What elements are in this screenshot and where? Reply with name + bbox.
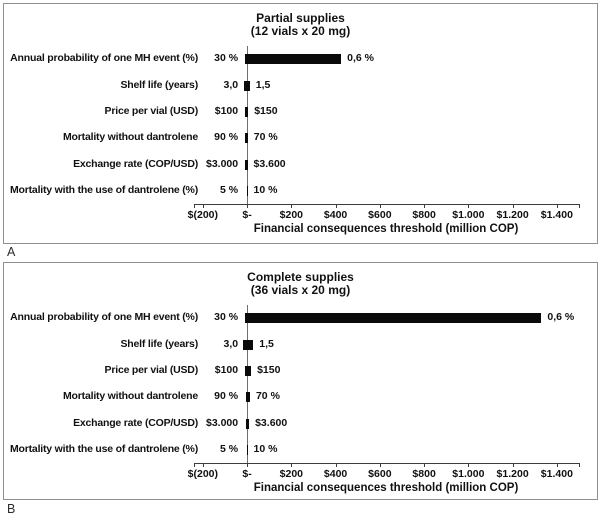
category-label: Price per vial (USD) — [104, 105, 198, 117]
panel-a-partial-supplies — [3, 3, 598, 244]
tornado-bar — [244, 81, 250, 91]
x-axis-tick-label: $400 — [323, 468, 348, 481]
x-axis-tick-label: $600 — [368, 209, 392, 222]
x-axis-tick-label: $1.000 — [452, 468, 485, 481]
bar-high-value-label: 1,5 — [259, 337, 274, 350]
bar-high-value-label: $3.600 — [253, 157, 286, 170]
panel-a-subtitle: (12 vials x 20 mg) — [250, 24, 351, 38]
tornado-bar — [245, 54, 341, 64]
x-axis-tick — [380, 463, 381, 467]
x-axis-tick-label: $- — [242, 209, 252, 222]
x-axis-tick-label: $200 — [279, 209, 304, 222]
bar-low-value-label: 5 % — [220, 184, 239, 197]
panel-letter-b: B — [7, 502, 16, 516]
bar-high-value-label: 0,6 % — [547, 311, 575, 324]
x-axis-line — [194, 463, 579, 464]
panel-b-complete-supplies — [3, 262, 598, 500]
bar-high-value-label: $3.600 — [255, 416, 288, 429]
tornado-bar — [247, 186, 248, 196]
bar-high-value-label: 10 % — [253, 443, 278, 456]
panel-letter-a: A — [7, 245, 16, 259]
bar-low-value-label: $3.000 — [205, 416, 239, 429]
x-axis-tick — [513, 204, 514, 208]
x-axis-tick — [380, 204, 381, 208]
bar-low-value-label: $3.000 — [205, 157, 239, 170]
x-axis-tick — [203, 204, 204, 208]
x-axis-endcap-tick — [579, 204, 580, 208]
bar-high-value-label: 1,5 — [255, 78, 271, 91]
bar-high-value-label: $150 — [257, 364, 281, 376]
panel-b-title: Complete supplies — [247, 270, 354, 284]
x-axis-tick-label: $(200) — [187, 468, 219, 481]
category-label: Annual probability of one MH event (%) — [10, 311, 198, 324]
bar-low-value-label: 90 % — [214, 390, 239, 403]
panel-b-subtitle: (36 vials x 20 mg) — [250, 283, 351, 297]
panel-a-chart — [4, 4, 597, 243]
category-axis-line — [247, 305, 248, 463]
panel-b-chart — [4, 263, 597, 499]
x-axis-tick — [468, 204, 469, 208]
tornado-bar — [246, 392, 250, 402]
tornado-bar — [247, 445, 248, 455]
bar-low-value-label: 90 % — [214, 131, 239, 144]
x-axis-tick — [247, 204, 248, 208]
x-axis-line — [194, 204, 579, 205]
category-label: Mortality with the use of dantrolene (%) — [9, 184, 198, 197]
x-axis-endcap-tick — [194, 463, 195, 467]
bar-high-value-label: 0,6 % — [347, 52, 374, 65]
x-axis-tick — [247, 463, 248, 467]
x-axis-tick — [424, 463, 425, 467]
bar-high-value-label: 70 % — [255, 390, 280, 403]
x-axis-tick-label: $600 — [368, 468, 392, 481]
bar-high-value-label: 70 % — [253, 131, 278, 144]
tornado-bar — [245, 107, 248, 117]
category-label: Shelf life (years) — [120, 337, 198, 350]
category-label: Price per vial (USD) — [104, 364, 198, 376]
tornado-bar — [245, 133, 247, 143]
bar-low-value-label: 30 % — [214, 311, 239, 324]
category-label: Shelf life (years) — [120, 78, 198, 91]
x-axis-endcap-tick — [194, 204, 195, 208]
category-axis-line — [247, 46, 248, 204]
x-axis-tick — [513, 463, 514, 467]
category-label: Mortality without dantrolene — [63, 131, 198, 144]
x-axis-tick — [336, 204, 337, 208]
tornado-bar — [243, 340, 253, 350]
bar-high-value-label: $150 — [254, 105, 278, 117]
tornado-bar — [245, 366, 251, 376]
panel-b-x-axis-title: Financial consequences threshold (million COP) — [253, 482, 519, 494]
x-axis-tick-label: $200 — [279, 468, 304, 481]
x-axis-tick-label: $1.200 — [496, 468, 529, 481]
x-axis-tick — [557, 463, 558, 467]
bar-low-value-label: 5 % — [220, 443, 239, 456]
tornado-bar — [245, 160, 247, 170]
category-label: Mortality with the use of dantrolene (%) — [9, 443, 198, 456]
category-label: Exchange rate (COP/USD) — [73, 157, 198, 170]
x-axis-tick — [336, 463, 337, 467]
x-axis-tick — [468, 463, 469, 467]
x-axis-tick — [203, 463, 204, 467]
bar-low-value-label: $100 — [214, 364, 239, 376]
x-axis-tick — [291, 463, 292, 467]
bar-low-value-label: 30 % — [214, 52, 239, 65]
tornado-bar — [246, 419, 249, 429]
x-axis-endcap-tick — [579, 463, 580, 467]
x-axis-tick-label: $1.400 — [540, 209, 573, 222]
x-axis-tick-label: $400 — [323, 209, 348, 222]
bar-low-value-label: 3,0 — [223, 78, 239, 91]
x-axis-tick-label: $- — [242, 468, 252, 481]
panel-a-x-axis-title: Financial consequences threshold (million COP) — [253, 223, 519, 235]
category-label: Exchange rate (COP/USD) — [73, 416, 198, 429]
x-axis-tick-label: $1.000 — [452, 209, 485, 222]
panel-a-title: Partial supplies — [256, 11, 345, 25]
x-axis-tick-label: $(200) — [187, 209, 219, 222]
bar-low-value-label: 3,0 — [223, 337, 239, 350]
x-axis-tick-label: $800 — [412, 468, 436, 481]
x-axis-tick — [291, 204, 292, 208]
bar-low-value-label: $100 — [214, 105, 239, 117]
x-axis-tick — [557, 204, 558, 208]
x-axis-tick-label: $800 — [412, 209, 436, 222]
bar-high-value-label: 10 % — [253, 184, 278, 197]
x-axis-tick-label: $1.200 — [496, 209, 529, 222]
x-axis-tick-label: $1.400 — [540, 468, 573, 481]
x-axis-tick — [424, 204, 425, 208]
tornado-bar — [245, 313, 541, 323]
category-label: Annual probability of one MH event (%) — [10, 52, 198, 65]
category-label: Mortality without dantrolene — [63, 390, 198, 403]
